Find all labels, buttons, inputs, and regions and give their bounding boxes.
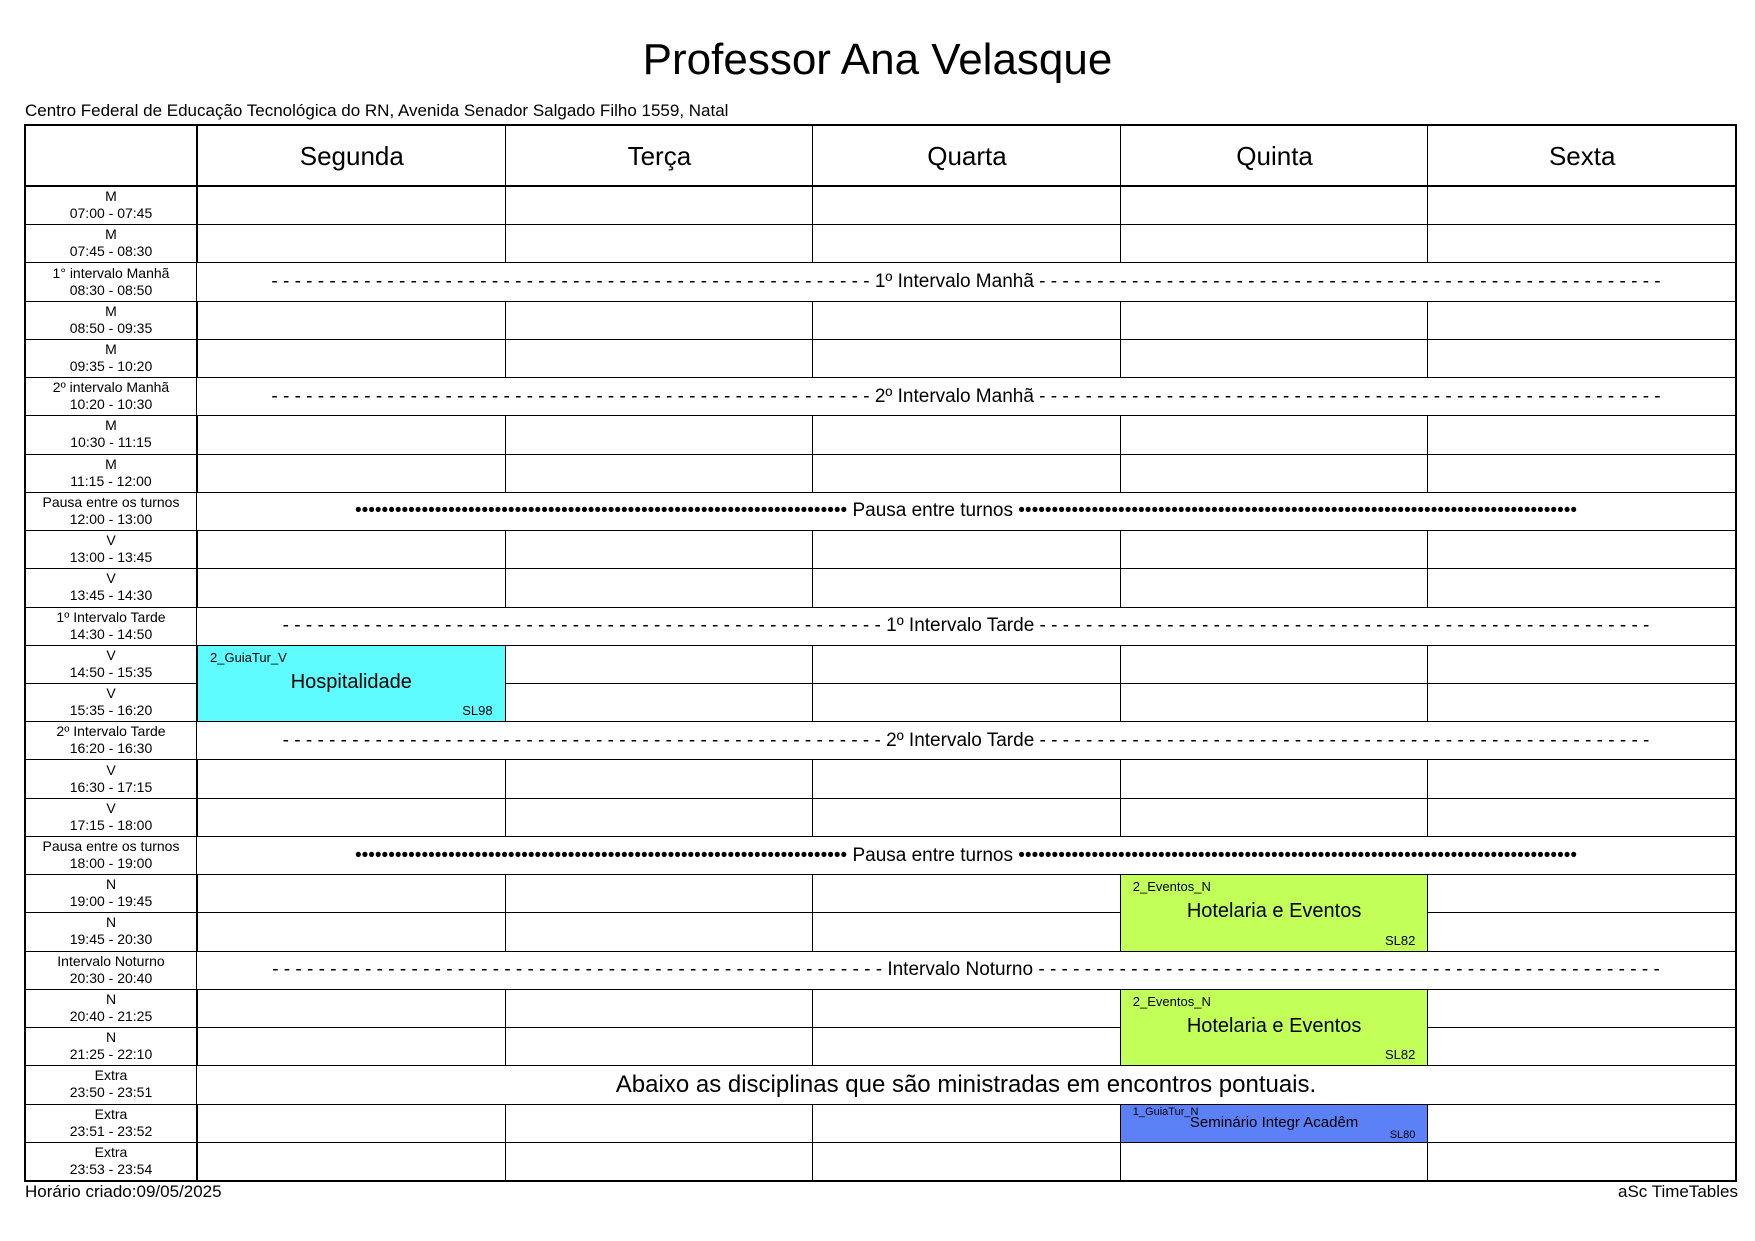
period-time: 12:00 - 13:00 <box>69 510 153 527</box>
period-time: 13:45 - 14:30 <box>69 587 153 604</box>
lesson-card[interactable] <box>1120 874 1429 951</box>
period-time: 15:35 - 16:20 <box>69 702 153 719</box>
period-time: 07:45 - 08:30 <box>69 243 153 260</box>
row-divider <box>26 224 1735 225</box>
period-time: 11:15 - 12:00 <box>70 472 152 489</box>
break-banner: - - - - - - - - - - - - - - - - - - - - - - - - - - - - - - - - - - - - - - - - - - - - - - - - - - - - 2º Intervalo Tarde - - - - - - - - - - - - - - - - - - - - - - - - - - - - - - - - - - - - - - - - - - - - - - - - - - - - - <box>197 722 1735 759</box>
period-time: 08:30 - 08:50 <box>69 281 153 298</box>
lesson-subject: Hotelaria e Eventos <box>1186 900 1362 923</box>
break-banner: - - - - - - - - - - - - - - - - - - - - - - - - - - - - - - - - - - - - - - - - - - - - - - - - - - - - 2º Intervalo Manhã - - - - - - - - - - - - - - - - - - - - - - - - - - - - - - - - - - - - - - - - - - - - - - - - - - - - - - <box>197 378 1735 415</box>
lesson-room: SL80 <box>1389 1128 1416 1141</box>
page-title: Professor Ana Velasque <box>642 35 1113 84</box>
period-time: 23:53 - 23:54 <box>69 1160 153 1177</box>
lesson-room: SL82 <box>1385 1047 1416 1063</box>
row-divider <box>26 989 1735 990</box>
period-label <box>26 530 196 568</box>
lesson-card[interactable] <box>1120 989 1429 1066</box>
period-name: N <box>105 1029 117 1046</box>
row-divider <box>26 1027 1735 1028</box>
period-name: V <box>106 799 116 816</box>
software-brand: aSc TimeTables <box>1618 1182 1738 1201</box>
period-name: M <box>105 341 117 358</box>
row-divider <box>26 454 1735 455</box>
period-label <box>26 912 196 950</box>
period-label <box>26 454 196 492</box>
break-banner: Abaixo as disciplinas que são ministradas em encontros pontuais. <box>197 1066 1735 1103</box>
row-divider <box>26 874 1735 875</box>
period-name: M <box>105 188 117 205</box>
period-label <box>26 262 196 300</box>
period-name: 2º Intervalo Tarde <box>56 723 166 740</box>
period-label <box>26 339 196 377</box>
period-time: 09:35 - 10:20 <box>69 358 153 375</box>
period-label <box>26 1027 196 1065</box>
period-label <box>26 301 196 339</box>
period-time: 17:15 - 18:00 <box>69 816 153 833</box>
lesson-card[interactable] <box>197 645 506 722</box>
header-divider <box>26 185 1735 187</box>
period-name: M <box>105 302 117 319</box>
period-name: V <box>106 570 116 587</box>
period-name: 1° intervalo Manhã <box>52 264 170 281</box>
lesson-group: 2_GuiaTur_V <box>210 649 287 665</box>
period-label <box>26 492 196 530</box>
period-label <box>26 607 196 645</box>
period-name: M <box>105 226 117 243</box>
period-name: V <box>106 761 116 778</box>
day-header-4: Sexta <box>1427 126 1736 186</box>
period-time: 13:00 - 13:45 <box>69 549 153 566</box>
period-label <box>26 798 196 836</box>
period-label <box>26 1142 196 1180</box>
period-label <box>26 1065 196 1103</box>
period-label <box>26 645 196 683</box>
period-name: Intervalo Noturno <box>57 952 165 969</box>
lesson-group: 2_Eventos_N <box>1132 879 1211 895</box>
period-time: 19:45 - 20:30 <box>69 931 153 948</box>
row-divider <box>26 912 1735 913</box>
period-time: 16:20 - 16:30 <box>69 740 153 757</box>
period-label <box>26 568 196 606</box>
timetable-grid <box>24 124 1737 1182</box>
period-name: Pausa entre os turnos <box>42 493 180 510</box>
period-label <box>26 836 196 874</box>
lesson-subject: Hotelaria e Eventos <box>1186 1015 1362 1038</box>
row-divider <box>26 339 1735 340</box>
period-name: V <box>106 646 116 663</box>
period-time: 16:30 - 17:15 <box>69 778 153 795</box>
period-name: N <box>105 876 117 893</box>
period-label <box>26 415 196 453</box>
period-label <box>26 874 196 912</box>
break-banner: - - - - - - - - - - - - - - - - - - - - - - - - - - - - - - - - - - - - - - - - - - - - - - - - - - - - 1º Intervalo Tarde - - - - - - - - - - - - - - - - - - - - - - - - - - - - - - - - - - - - - - - - - - - - - - - - - - - - - <box>197 608 1735 645</box>
period-name: N <box>105 990 117 1007</box>
period-time: 14:50 - 15:35 <box>69 663 153 680</box>
period-name: M <box>105 455 117 472</box>
period-label <box>26 224 196 262</box>
period-name: N <box>105 914 117 931</box>
period-time: 23:51 - 23:52 <box>69 1122 153 1139</box>
day-header-2: Quarta <box>812 126 1121 186</box>
row-divider <box>26 568 1735 569</box>
period-name: Pausa entre os turnos <box>42 838 180 855</box>
period-name: V <box>106 685 116 702</box>
period-label <box>26 759 196 797</box>
period-name: 2º intervalo Manhã <box>52 379 170 396</box>
row-divider <box>26 1142 1735 1143</box>
period-time: 23:50 - 23:51 <box>69 1084 153 1101</box>
break-banner: •••••••••••••••••••••••••••••••••••••••••••••••••••••••••••••••••••••••••• Pausa entre turnos •••••••••••••••••••••••••••••••••••••••••••••••••••••••••••••••••••••••••••••••••••• <box>197 493 1735 530</box>
period-time: 08:50 - 09:35 <box>69 319 153 336</box>
period-time: 10:20 - 10:30 <box>69 396 153 413</box>
period-label <box>26 989 196 1027</box>
row-divider <box>26 798 1735 799</box>
day-header-1: Terça <box>505 126 814 186</box>
period-label <box>26 721 196 759</box>
row-divider <box>26 1104 1735 1105</box>
lesson-group: 2_Eventos_N <box>1132 993 1211 1009</box>
lesson-subject: Seminário Integr Acadêm <box>1189 1113 1359 1131</box>
lesson-group: 1_GuiaTur_N <box>1132 1105 1199 1118</box>
lesson-card[interactable] <box>1120 1104 1429 1143</box>
period-time: 20:40 - 21:25 <box>69 1007 153 1024</box>
period-name: Extra <box>94 1067 128 1084</box>
period-time: 21:25 - 22:10 <box>69 1046 153 1063</box>
period-time: 19:00 - 19:45 <box>69 893 153 910</box>
break-banner: •••••••••••••••••••••••••••••••••••••••••••••••••••••••••••••••••••••••••• Pausa entre turnos •••••••••••••••••••••••••••••••••••••••••••••••••••••••••••••••••••••••••••••••••••• <box>197 837 1735 874</box>
break-banner: - - - - - - - - - - - - - - - - - - - - - - - - - - - - - - - - - - - - - - - - - - - - - - - - - - - - - Intervalo Noturno - - - - - - - - - - - - - - - - - - - - - - - - - - - - - - - - - - - - - - - - - - - - - - - - - - - - - - <box>197 952 1735 989</box>
school-address: Centro Federal de Educação Tecnológica do RN, Avenida Senador Salgado Filho 1559, Natal <box>25 101 729 120</box>
period-name: Extra <box>94 1143 128 1160</box>
lesson-room: SL98 <box>462 703 493 719</box>
day-header-3: Quinta <box>1120 126 1429 186</box>
row-divider <box>26 530 1735 531</box>
lesson-subject: Hospitalidade <box>290 670 412 693</box>
period-time: 07:00 - 07:45 <box>69 205 153 222</box>
period-label <box>26 377 196 415</box>
day-header-0: Segunda <box>197 126 506 186</box>
row-divider <box>26 301 1735 302</box>
period-label <box>26 186 196 224</box>
period-time: 20:30 - 20:40 <box>69 969 153 986</box>
row-divider <box>26 415 1735 416</box>
creation-date: Horário criado:09/05/2025 <box>25 1182 222 1201</box>
period-label <box>26 1104 196 1142</box>
period-time: 10:30 - 11:15 <box>70 434 152 451</box>
period-name: Extra <box>94 1105 128 1122</box>
period-label <box>26 951 196 989</box>
period-label <box>26 683 196 721</box>
period-name: 1º Intervalo Tarde <box>56 608 166 625</box>
period-time: 14:30 - 14:50 <box>69 625 153 642</box>
period-time: 18:00 - 19:00 <box>69 855 153 872</box>
break-banner: - - - - - - - - - - - - - - - - - - - - - - - - - - - - - - - - - - - - - - - - - - - - - - - - - - - - 1º Intervalo Manhã - - - - - - - - - - - - - - - - - - - - - - - - - - - - - - - - - - - - - - - - - - - - - - - - - - - - - - <box>197 263 1735 300</box>
period-name: M <box>105 417 117 434</box>
lesson-room: SL82 <box>1385 932 1416 948</box>
row-divider <box>26 759 1735 760</box>
period-name: V <box>106 532 116 549</box>
